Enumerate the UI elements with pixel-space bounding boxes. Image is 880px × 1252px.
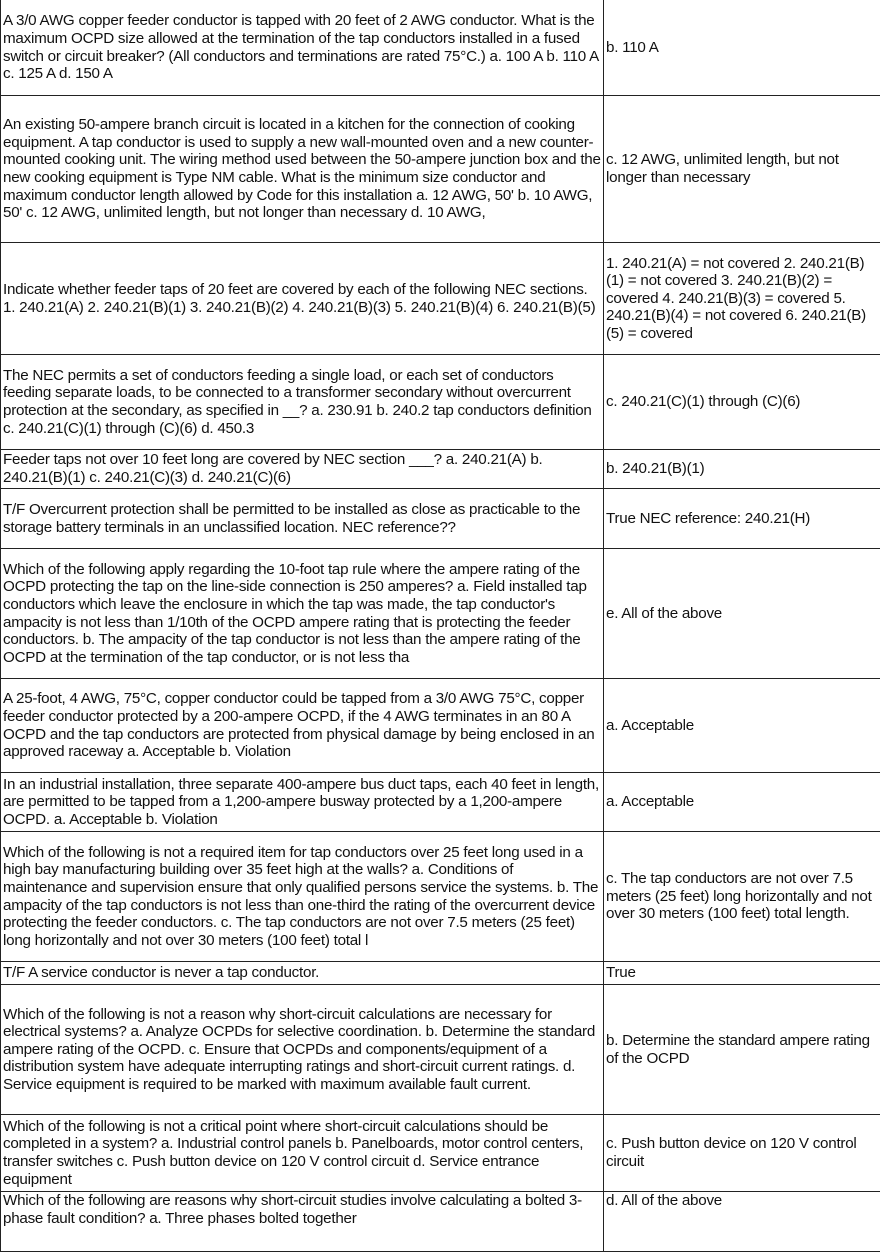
table-row <box>1 1192 880 1252</box>
question-cell: T/F Overcurrent protection shall be permitted to be installed as close as practicable to the storage battery terminals in an unclassified location. NEC reference?? <box>1 489 604 549</box>
answer-cell: b. 240.21(B)(1) <box>604 450 880 489</box>
answer-cell: d. All of the above <box>604 1192 880 1252</box>
question-cell: An existing 50-ampere branch circuit is located in a kitchen for the connection of cooking equipment. A tap conductor is used to supply a new wall-mounted oven and a new counter-mounted cooking unit. The wiring method used between the 50-ampere junction box and the new cooking equipment is Type NM cable. What is the minimum size conductor and maximum conductor length allowed by Code for this installation a. 12 AWG, 50' b. 10 AWG, 50' c. 12 AWG, unlimited length, but not longer than necessary d. 10 AWG, <box>1 96 604 243</box>
table-row <box>1 489 880 549</box>
table-row <box>1 679 880 773</box>
answer-cell: a. Acceptable <box>604 679 880 773</box>
answer-cell: b. Determine the standard ampere rating of the OCPD <box>604 985 880 1115</box>
table-row <box>1 1115 880 1192</box>
answer-cell: True <box>604 962 880 985</box>
answer-cell: c. 240.21(C)(1) through (C)(6) <box>604 355 880 450</box>
question-cell: A 25-foot, 4 AWG, 75°C, copper conductor could be tapped from a 3/0 AWG 75°C, copper feeder conductor protected by a 200-ampere OCPD, if the 4 AWG terminates in an 80 A OCPD and the tap conductors are protected from physical damage by being enclosed in an approved raceway a. Acceptable b. Violation <box>1 679 604 773</box>
answer-cell: True NEC reference: 240.21(H) <box>604 489 880 549</box>
table-row <box>1 832 880 962</box>
table-row <box>1 243 880 355</box>
question-cell: Feeder taps not over 10 feet long are covered by NEC section ___? a. 240.21(A) b. 240.21(B)(1) c. 240.21(C)(3) d. 240.21(C)(6) <box>1 450 604 489</box>
question-cell: Which of the following is not a required item for tap conductors over 25 feet long used in a high bay manufacturing building over 35 feet high at the walls? a. Conditions of maintenance and supervision ensure that only qualified persons service the systems. b. The ampacity of the tap conductors is not less than one-third the rating of the overcurrent device protecting the feeder conductors. c. The tap conductors are not over 7.5 meters (25 feet) long horizontally and not over 30 meters (100 feet) total l <box>1 832 604 962</box>
answer-cell: e. All of the above <box>604 549 880 679</box>
answer-cell: a. Acceptable <box>604 773 880 832</box>
table-row <box>1 450 880 489</box>
question-cell: Indicate whether feeder taps of 20 feet are covered by each of the following NEC sections. 1. 240.21(A) 2. 240.21(B)(1) 3. 240.21(B)(2) 4. 240.21(B)(3) 5. 240.21(B)(4) 6. 240.21(B)(5) <box>1 243 604 355</box>
answer-cell: 1. 240.21(A) = not covered 2. 240.21(B)(1) = not covered 3. 240.21(B)(2) = covered 4. 240.21(B)(3) = covered 5. 240.21(B)(4) = not covered 6. 240.21(B)(5) = covered <box>604 243 880 355</box>
table-row <box>1 773 880 832</box>
question-cell: Which of the following is not a critical point where short-circuit calculations should be completed in a system? a. Industrial control panels b. Panelboards, motor control centers, transfer switches c. Push button device on 120 V control circuit d. Service entrance equipment <box>1 1115 604 1192</box>
table-row <box>1 0 880 96</box>
answer-cell: c. 12 AWG, unlimited length, but not longer than necessary <box>604 96 880 243</box>
answer-cell: c. Push button device on 120 V control circuit <box>604 1115 880 1192</box>
question-cell: The NEC permits a set of conductors feeding a single load, or each set of conductors feeding separate loads, to be connected to a transformer secondary without overcurrent protection at the secondary, as specified in __? a. 230.91 b. 240.2 tap conductors definition c. 240.21(C)(1) through (C)(6) d. 450.3 <box>1 355 604 450</box>
table-row <box>1 962 880 985</box>
table-row <box>1 549 880 679</box>
table-row <box>1 985 880 1115</box>
question-cell: Which of the following apply regarding the 10-foot tap rule where the ampere rating of the OCPD protecting the tap on the line-side connection is 250 amperes? a. Field installed tap conductors which leave the enclosure in which the tap was made, the tap conductor's ampacity is not less than 1/10th of the OCPD ampere rating that is protecting the feeder conductors. b. The ampacity of the tap conductor is not less than the ampere rating of the OCPD at the termination of the tap conductor, or is not less tha <box>1 549 604 679</box>
question-cell: Which of the following is not a reason why short-circuit calculations are necessary for electrical systems? a. Analyze OCPDs for selective coordination. b. Determine the standard ampere rating of the OCPD. c. Ensure that OCPDs and components/equipment of a distribution system have adequate interrupting ratings and short-circuit current ratings. d. Service equipment is required to be marked with maximum available fault current. <box>1 985 604 1115</box>
answer-cell: c. The tap conductors are not over 7.5 meters (25 feet) long horizontally and not over 30 meters (100 feet) total length. <box>604 832 880 962</box>
answer-cell: b. 110 A <box>604 0 880 96</box>
question-cell: A 3/0 AWG copper feeder conductor is tapped with 20 feet of 2 AWG conductor. What is the maximum OCPD size allowed at the termination of the tap conductors installed in a fused switch or circuit breaker? (All conductors and terminations are rated 75°C.) a. 100 A b. 110 A c. 125 A d. 150 A <box>1 0 604 96</box>
table-row <box>1 96 880 243</box>
question-cell: T/F A service conductor is never a tap conductor. <box>1 962 604 985</box>
question-cell: In an industrial installation, three separate 400-ampere bus duct taps, each 40 feet in length, are permitted to be tapped from a 1,200-ampere busway protected by a 1,200-ampere OCPD. a. Acceptable b. Violation <box>1 773 604 832</box>
table-row <box>1 355 880 450</box>
question-cell: Which of the following are reasons why short-circuit studies involve calculating a bolted 3-phase fault condition? a. Three phases bolted together <box>1 1192 604 1252</box>
